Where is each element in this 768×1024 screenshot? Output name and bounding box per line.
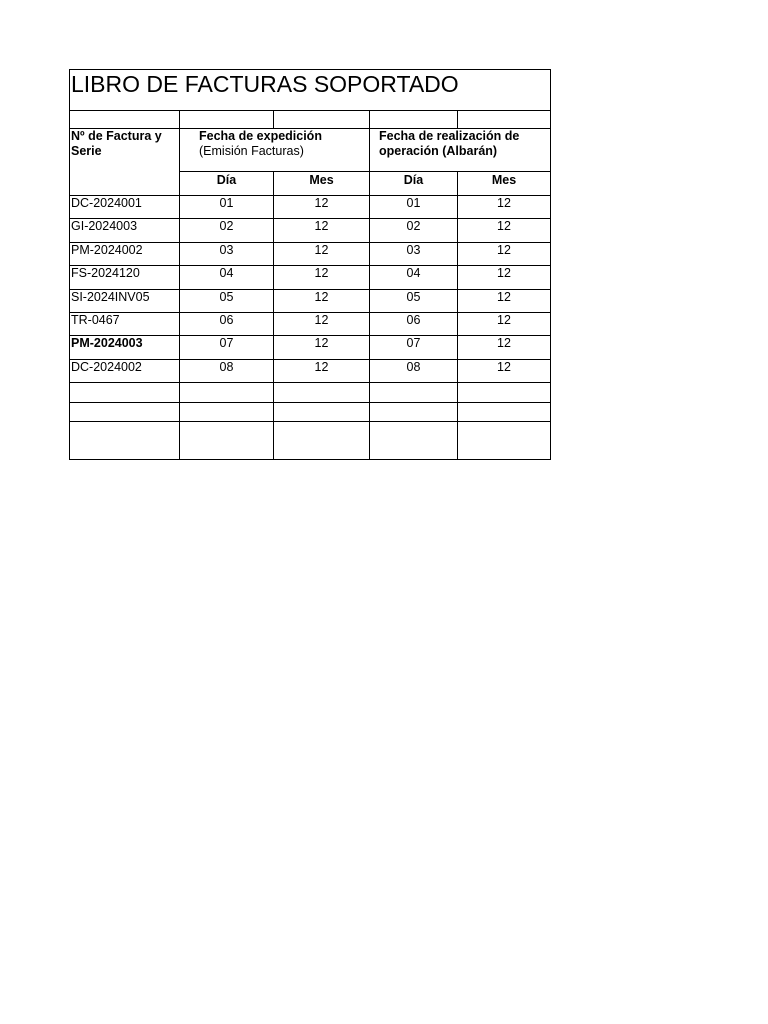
empty-cell [70, 422, 180, 460]
op-mes-cell: 12 [458, 313, 550, 336]
exp-mes-cell: 12 [274, 196, 370, 219]
op-dia-cell: 05 [370, 290, 458, 313]
exp-dia-cell: 02 [180, 219, 274, 242]
invoice-cell: PM-2024002 [70, 243, 180, 266]
header-exp-dia: Día [180, 172, 274, 196]
empty-cell [370, 403, 458, 423]
spacer-cell [70, 111, 180, 129]
op-mes-cell: 12 [458, 219, 550, 242]
empty-cell [180, 403, 274, 423]
exp-dia-cell: 08 [180, 360, 274, 383]
header-exp-mes: Mes [274, 172, 370, 196]
empty-cell [458, 403, 550, 423]
header-op-dia: Día [370, 172, 458, 196]
empty-cell [274, 403, 370, 423]
empty-cell [274, 422, 370, 460]
exp-dia-cell: 01 [180, 196, 274, 219]
header-expedicion-line2: (Emisión Facturas) [199, 144, 304, 158]
op-dia-cell: 04 [370, 266, 458, 289]
empty-cell [370, 383, 458, 403]
empty-cell [180, 383, 274, 403]
spacer-cell [180, 111, 274, 129]
invoice-cell: FS-2024120 [70, 266, 180, 289]
invoice-cell: PM-2024003 [70, 336, 180, 359]
exp-mes-cell: 12 [274, 313, 370, 336]
page-title: LIBRO DE FACTURAS SOPORTADO [70, 70, 550, 111]
spacer-cell [370, 111, 458, 129]
header-realizacion-line1: Fecha de realización de [379, 129, 520, 143]
spacer-cell [458, 111, 550, 129]
exp-mes-cell: 12 [274, 336, 370, 359]
empty-cell [458, 383, 550, 403]
op-mes-cell: 12 [458, 290, 550, 313]
op-dia-cell: 06 [370, 313, 458, 336]
exp-mes-cell: 12 [274, 219, 370, 242]
op-dia-cell: 02 [370, 219, 458, 242]
empty-cell [70, 403, 180, 423]
empty-cell [370, 422, 458, 460]
op-dia-cell: 07 [370, 336, 458, 359]
invoice-ledger-sheet [69, 69, 551, 460]
op-dia-cell: 08 [370, 360, 458, 383]
empty-cell [458, 422, 550, 460]
exp-dia-cell: 06 [180, 313, 274, 336]
invoice-cell: GI-2024003 [70, 219, 180, 242]
exp-dia-cell: 04 [180, 266, 274, 289]
invoice-cell: DC-2024001 [70, 196, 180, 219]
op-mes-cell: 12 [458, 266, 550, 289]
header-invoice-line1: Nº de Factura y [71, 129, 162, 143]
op-mes-cell: 12 [458, 336, 550, 359]
spacer-cell [274, 111, 370, 129]
exp-dia-cell: 03 [180, 243, 274, 266]
header-expedicion-line1: Fecha de expedición [199, 129, 322, 143]
header-realizacion-line2: operación (Albarán) [379, 144, 498, 158]
exp-mes-cell: 12 [274, 266, 370, 289]
exp-mes-cell: 12 [274, 243, 370, 266]
invoice-cell: TR-0467 [70, 313, 180, 336]
op-mes-cell: 12 [458, 243, 550, 266]
exp-dia-cell: 07 [180, 336, 274, 359]
exp-dia-cell: 05 [180, 290, 274, 313]
op-dia-cell: 03 [370, 243, 458, 266]
invoice-cell: DC-2024002 [70, 360, 180, 383]
header-op-mes: Mes [458, 172, 550, 196]
empty-cell [274, 383, 370, 403]
exp-mes-cell: 12 [274, 290, 370, 313]
empty-cell [180, 422, 274, 460]
invoice-cell: SI-2024INV05 [70, 290, 180, 313]
header-invoice-line2: Serie [71, 144, 102, 158]
empty-cell [70, 383, 180, 403]
op-mes-cell: 12 [458, 360, 550, 383]
exp-mes-cell: 12 [274, 360, 370, 383]
op-dia-cell: 01 [370, 196, 458, 219]
op-mes-cell: 12 [458, 196, 550, 219]
